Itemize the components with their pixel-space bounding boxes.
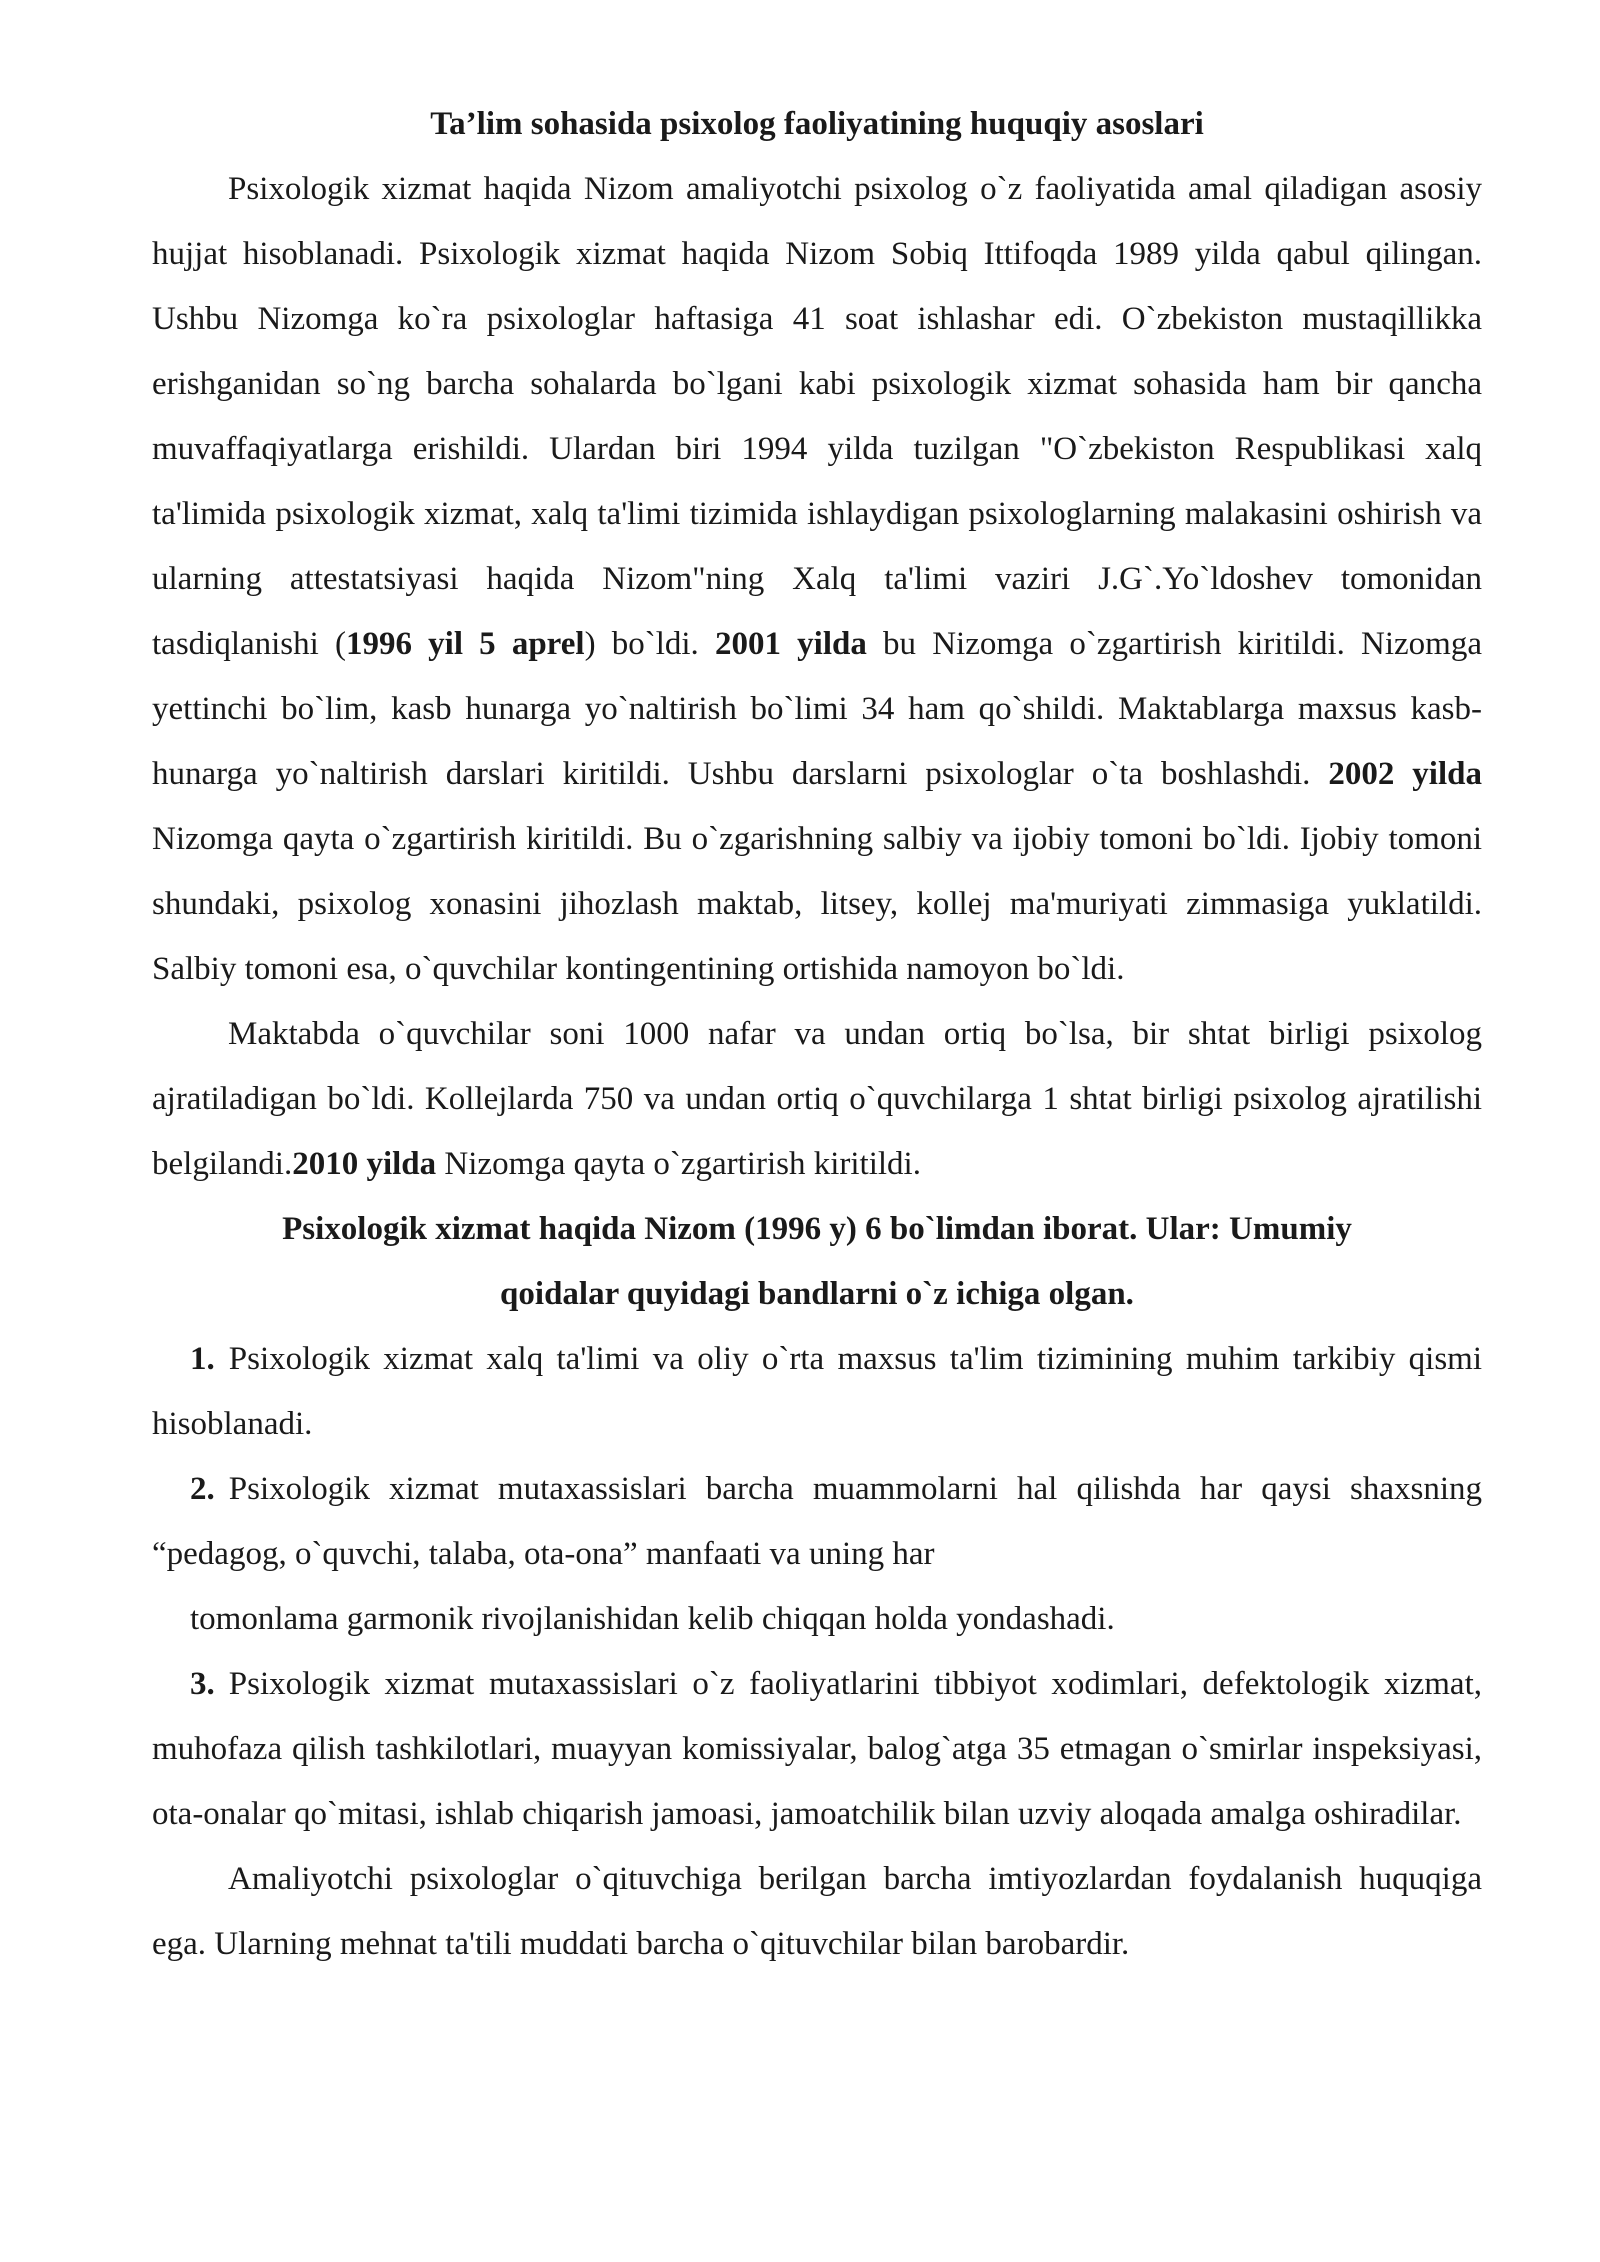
bold-year: 2001 yilda xyxy=(714,626,867,662)
paragraph-text: Nizomga qayta o`zgartirish kiritildi. xyxy=(436,1146,921,1182)
list-item-number: 1. xyxy=(190,1341,215,1377)
list-item-number: 3. xyxy=(190,1666,215,1702)
list-item-text: Psixologik xizmat mutaxassislari barcha muammolarni hal qilishda har qaysi shaxsning “pedagog, o`quvchi, talaba, ota-ona” manfaati va uning har xyxy=(152,1471,1482,1572)
list-item-text: Psixologik xizmat xalq ta'limi va oliy o`rta maxsus ta'lim tizimining muhim tarkibiy qismi hisoblanadi. xyxy=(152,1341,1482,1442)
list-item-text: Psixologik xizmat mutaxassislari o`z faoliyatlarini tibbiyot xodimlari, defektologik xizmat, muhofaza qilish tashkilotlari, muayyan komissiyalar, balog`atga 35 etmagan o`smirlar inspeksiyasi, ota-onalar qo`mitasi, ishlab chiqarish jamoasi, jamoatchilik bilan uzviy aloqada amalga oshiradilar. xyxy=(152,1666,1482,1832)
paragraph-text: ) bo`ldi. xyxy=(584,626,715,662)
subheading-line: Psixologik xizmat haqida Nizom (1996 y) 6 bo`limdan iborat. Ular: Umumiy xyxy=(282,1211,1352,1247)
subheading-line: qoidalar quyidagi bandlarni o`z ichiga olgan. xyxy=(500,1276,1134,1312)
bold-date: 1996 yil 5 aprel xyxy=(345,626,585,662)
list-item-number: 2. xyxy=(190,1471,215,1507)
section-subheading xyxy=(152,1197,1482,1327)
paragraph-history xyxy=(152,157,1482,1002)
paragraph-text: Nizomga qayta o`zgartirish kiritildi. Bu o`zgarishning salbiy va ijobiy tomoni bo`ldi. Ijobiy tomoni shundaki, psixolog xonasini jihozlash maktab, litsey, kollej ma'muriyati zimmasiga yuklatildi. Salbiy tomoni esa, o`quvchilar kontingentining ortishida namoyon bo`ldi. xyxy=(152,821,1482,987)
document-page xyxy=(152,92,1482,1977)
bold-year: 2002 yilda xyxy=(1328,756,1482,792)
list-item xyxy=(152,1652,1482,1847)
paragraph-text: bu Nizomga o`zgartirish kiritildi. Nizomga yettinchi bo`lim, kasb hunarga yo`naltirish bo`limi 34 ham qo`shildi. Maktablarga maxsus kasb-hunarga yo`naltirish darslari kiritildi. Ushbu darslarni psixologlar o`ta boshlashdi. xyxy=(152,626,1482,792)
paragraph-staffing xyxy=(152,1002,1482,1197)
list-item-continuation: tomonlama garmonik rivojlanishidan kelib chiqqan holda yondashadi. xyxy=(190,1601,1115,1637)
list-item xyxy=(152,1457,1482,1587)
paragraph-rights: Amaliyotchi psixologlar o`qituvchiga berilgan barcha imtiyozlardan foydalanish huquqiga ega. Ularning mehnat ta'tili muddati barcha o`qituvchilar bilan barobardir. xyxy=(152,1861,1482,1962)
paragraph-text: Maktabda o`quvchilar soni 1000 nafar va undan ortiq bo`lsa, bir shtat birligi psixolog ajratiladigan bo`ldi. Kollejlarda 750 va undan ortiq o`quvchilarga 1 shtat birligi psixolog ajratilishi belgilandi. xyxy=(152,1016,1482,1182)
document-title: Ta’lim sohasida psixolog faoliyatining huquqiy asoslari xyxy=(430,106,1204,142)
bold-year: 2010 yilda xyxy=(292,1146,437,1182)
list-item xyxy=(152,1327,1482,1457)
paragraph-text: Psixologik xizmat haqida Nizom amaliyotchi psixolog o`z faoliyatida amal qiladigan asosiy hujjat hisoblanadi. Psixologik xizmat haqida Nizom Sobiq Ittifoqda 1989 yilda qabul qilingan. Ushbu Nizomga ko`ra psixologlar haftasiga 41 soat ishlashar edi. O`zbekiston mustaqillikka erishganidan so`ng barcha sohalarda bo`lgani kabi psixologik xizmat sohasida ham bir qancha muvaffaqiyatlarga erishildi. Ulardan biri 1994 yilda tuzilgan "O`zbekiston Respublikasi xalq ta'limida psixologik xizmat, xalq ta'limi tizimida ishlaydigan psixologlarning malakasini oshirish va ularning attestatsiyasi haqida Nizom"ning Xalq ta'limi vaziri J.G`.Yo`ldoshev tomonidan tasdiqlanishi ( xyxy=(152,171,1482,662)
